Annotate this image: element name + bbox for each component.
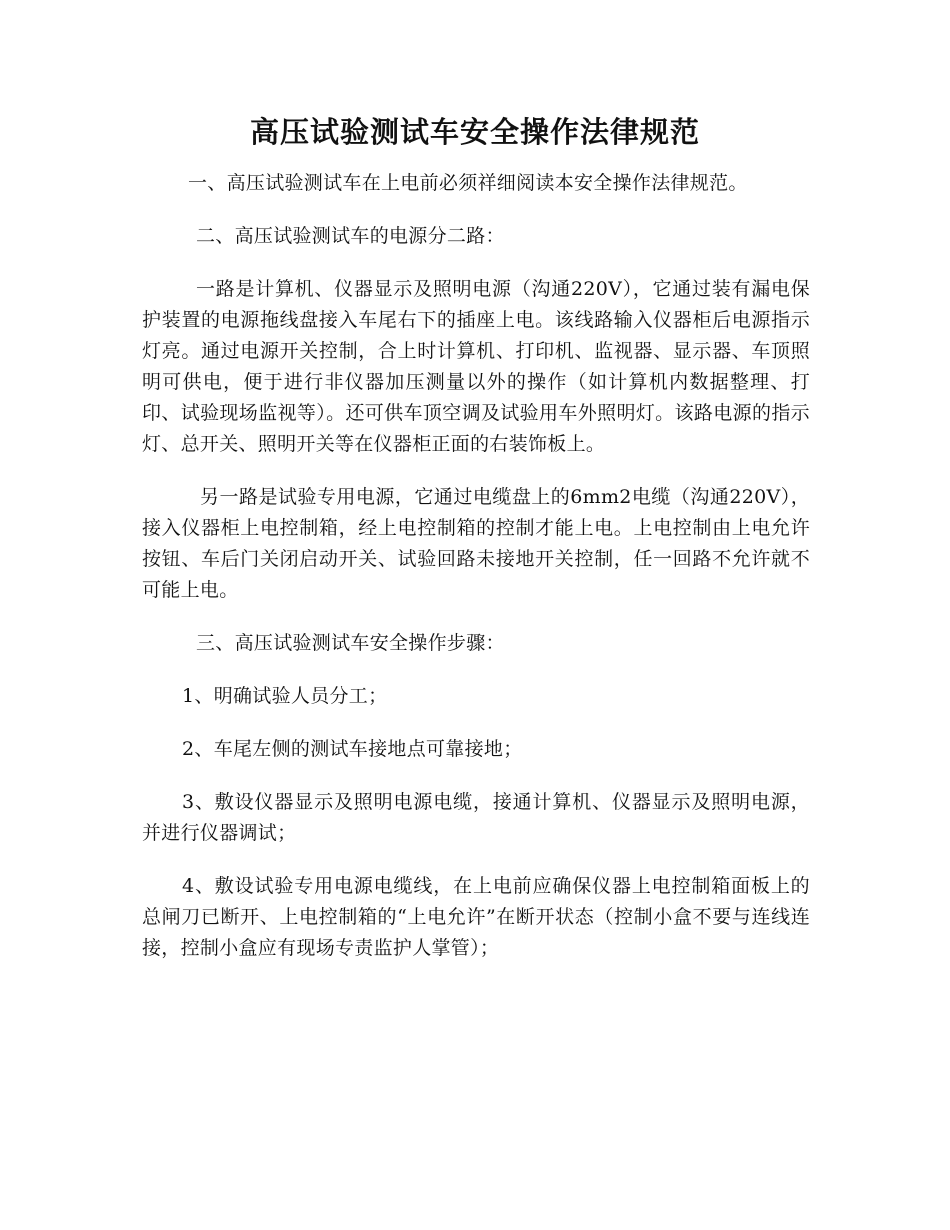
- paragraph-step-2: 2、车尾左侧的测试车接地点可靠接地；: [182, 738, 523, 760]
- paragraph-step-1: 1、明确试验人员分工；: [182, 685, 388, 707]
- paragraph-power-circuit-2: 另一路是试验专用电源，它通过电缆盘上的6mm2电缆（沟通220V），接入仪器柜上电控制箱，经上电控制箱的控制才能上电。上电控制由上电允许按钮、车后门关闭启动开关、试验回路未接地开关控制，任一回路不允许就不可能上电。: [142, 486, 810, 601]
- paragraph-section-3: 三、高压试验测试车安全操作步骤：: [196, 632, 505, 654]
- document-title: 高压试验测试车安全操作法律规范: [249, 115, 700, 149]
- document-body: [142, 168, 810, 986]
- paragraph-section-2: 二、高压试验测试车的电源分二路：: [196, 225, 505, 247]
- paragraph-step-4: 4、敷设试验专用电源电缆线，在上电前应确保仪器上电控制箱面板上的总闸刀已断开、上电控制箱的“上电允许”在断开状态（控制小盒不要与连线连接，控制小盒应有现场专责监护人掌管）；: [142, 875, 810, 959]
- paragraph-step-3: 3、敷设仪器显示及照明电源电缆，接通计算机、仪器显示及照明电源，并进行仪器调试；: [142, 791, 810, 844]
- paragraph-power-circuit-1: 一路是计算机、仪器显示及照明电源（沟通220V），它通过装有漏电保护装置的电源拖线盘接入车尾右下的插座上电。该线路输入仪器柜后电源指示灯亮。通过电源开关控制，合上时计算机、打印机、监视器、显示器、车顶照明可供电，便于进行非仪器加压测量以外的操作（如计算机内数据整理、打印、试验现场监视等）。还可供车顶空调及试验用车外照明灯。该路电源的指示灯、总开关、照明开关等在仪器柜正面的右装饰板上。: [142, 278, 810, 455]
- paragraph-section-1: 一、高压试验测试车在上电前必须祥细阅读本安全操作法律规范。: [188, 172, 748, 194]
